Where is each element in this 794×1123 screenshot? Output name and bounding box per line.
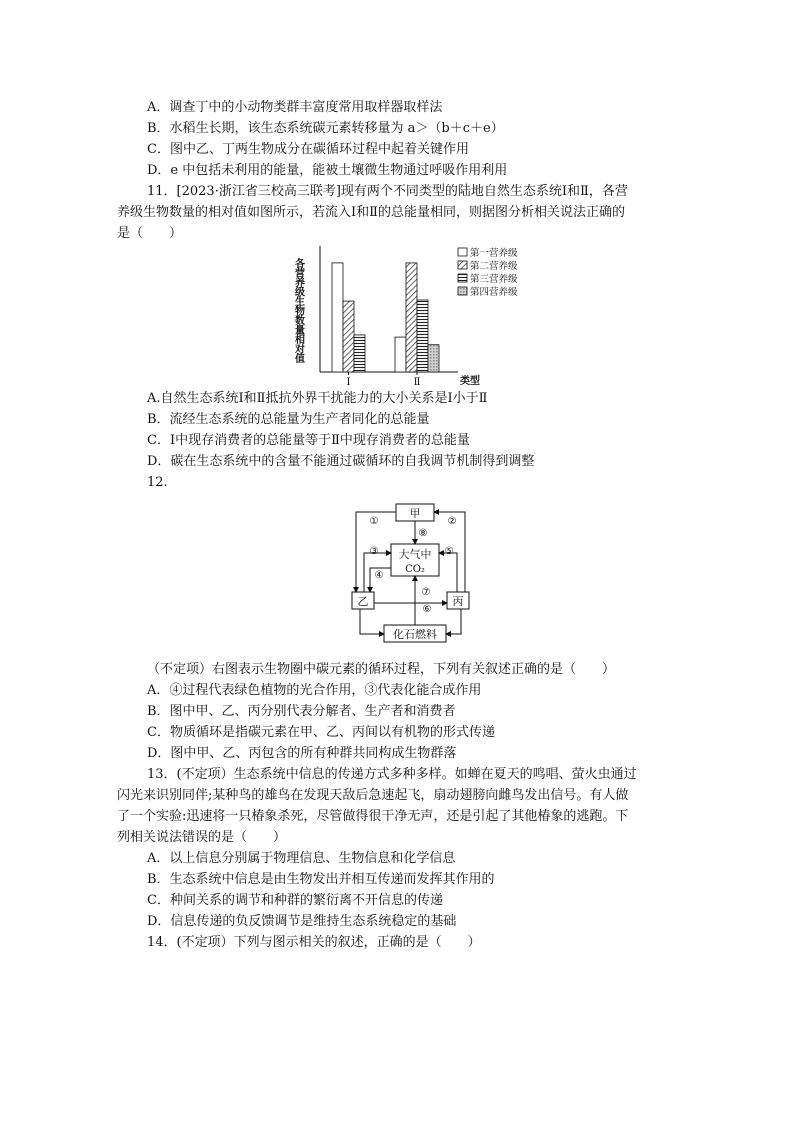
- legend-swatch: [458, 287, 467, 295]
- arrow-label-1: ①: [369, 516, 379, 527]
- q13-option-b: B．生态系统中信息是由生物发出并相互传递而发挥其作用的: [147, 872, 495, 887]
- legend-label: 第四营养级: [470, 287, 518, 298]
- node-jia: 甲: [409, 507, 421, 520]
- q11-option-d: D．碳在生态系统中的含量不能通过碳循环的自我调节机制得到调整: [147, 454, 535, 469]
- q13-stem-line3: 了一个实验:迅速将一只椿象杀死，尽管做得很干净无声，还是引起了其他椿象的逃跑。下: [117, 809, 629, 824]
- legend-swatch: [458, 274, 467, 282]
- node-fuel: 化石燃料: [393, 628, 437, 641]
- y-axis-label: 各营养级生物数量相对值: [292, 258, 304, 363]
- x-tick-label: Ⅱ: [413, 377, 421, 388]
- arrow-label-7: ⑦: [421, 587, 431, 598]
- arrow-label-3: ③: [369, 546, 379, 557]
- q11-bar-chart: [280, 240, 540, 390]
- q13-option-a: A．以上信息分别属于物理信息、生物信息和化学信息: [147, 851, 456, 866]
- q11-option-c: C．Ⅰ中现存消费者的总能量等于Ⅱ中现存消费者的总能量: [147, 433, 470, 448]
- q11-stem-line1: 11．[2023·浙江省三校高三联考]现有两个不同类型的陆地自然生态系统Ⅰ和Ⅱ，各营: [147, 184, 628, 199]
- legend-swatch: [458, 248, 467, 256]
- q12-stem: （不定项）右图表示生物圈中碳元素的循环过程，下列有关叙述正确的是（ ）: [147, 662, 616, 677]
- bar-1-series-3: [354, 335, 365, 372]
- q12-option-b: B．图中甲、乙、丙分别代表分解者、生产者和消费者: [147, 704, 456, 719]
- carbon-cycle-diagram: [340, 498, 490, 648]
- q12-option-d: D．图中甲、乙、丙包含的所有种群共同构成生物群落: [147, 746, 457, 761]
- arrow-label-4: ④: [374, 570, 384, 581]
- arrow-label-6: ⑥: [422, 604, 432, 615]
- legend-label: 第三营养级: [470, 274, 518, 285]
- x-axis-label: 类型: [460, 376, 480, 387]
- bar-2-series-4: [428, 345, 439, 372]
- q11-option-b: B．流经生态系统的总能量为生产者同化的总能量: [147, 412, 430, 427]
- legend-label: 第二营养级: [470, 261, 518, 272]
- legend-swatch: [458, 261, 467, 269]
- q13-stem-line2: 闪光来识别同伴;某种鸟的雄鸟在发现天敌后急速起飞，扇动翅膀向雌鸟发出信号。有人做: [117, 788, 629, 803]
- q10-option-a: A．调查丁中的小动物类群丰富度常用取样器取样法: [147, 100, 443, 115]
- q13-option-c: C．种间关系的调节和种群的繁衍离不开信息的传递: [147, 893, 443, 908]
- q10-option-c: C．图中乙、丁两生物成分在碳循环过程中起着关键作用: [147, 142, 469, 157]
- q11-option-a: A.自然生态系统Ⅰ和Ⅱ抵抗外界干扰能力的大小关系是Ⅰ小于Ⅱ: [147, 391, 488, 406]
- q12-option-c: C．物质循环是指碳元素在甲、乙、丙间以有机物的形式传递: [147, 725, 495, 740]
- node-yi: 乙: [357, 595, 369, 608]
- q12-option-a: A．④过程代表绿色植物的光合作用，③代表化能合成作用: [147, 683, 482, 698]
- q11-stem-line2: 养级生物数量的相对值如图所示，若流入Ⅰ和Ⅱ的总能量相同，则据图分析相关说法正确的: [117, 205, 625, 220]
- arrow-label-2: ②: [447, 516, 457, 527]
- node-co2-line1: 大气中: [398, 548, 432, 561]
- q14-stem: 14．(不定项）下列与图示相关的叙述，正确的是（ ）: [147, 935, 481, 950]
- q13-stem-line1: 13．(不定项）生态系统中信息的传递方式多种多样。如蝉在夏天的鸣唱、萤火虫通过: [147, 767, 637, 782]
- bar-1-series-2: [343, 301, 354, 372]
- q10-option-d: D．e 中包括未利用的能量，能被土壤微生物通过呼吸作用利用: [147, 163, 508, 178]
- legend-label: 第一营养级: [470, 248, 518, 259]
- q13-option-d: D．信息传递的负反馈调节是维持生态系统稳定的基础: [147, 914, 457, 929]
- q13-stem-line4: 列相关说法错误的是（ ）: [117, 830, 287, 845]
- arrow-label-8: ⑧: [418, 528, 428, 539]
- q11-stem-line3: 是（ ）: [117, 226, 183, 241]
- bar-2-series-1: [395, 337, 406, 372]
- bar-2-series-2: [406, 263, 417, 372]
- bar-2-series-3: [417, 300, 428, 372]
- q10-option-b: B．水稻生长期，该生态系统碳元素转移量为 a＞（b＋c＋e）: [147, 121, 504, 136]
- node-co2-line2: CO₂: [405, 564, 425, 575]
- q12-number: 12.: [147, 475, 168, 490]
- bar-1-series-1: [332, 263, 343, 372]
- x-tick-label: Ⅰ: [346, 377, 351, 388]
- node-bing: 丙: [452, 595, 464, 608]
- arrow-label-5: ⑤: [444, 546, 454, 557]
